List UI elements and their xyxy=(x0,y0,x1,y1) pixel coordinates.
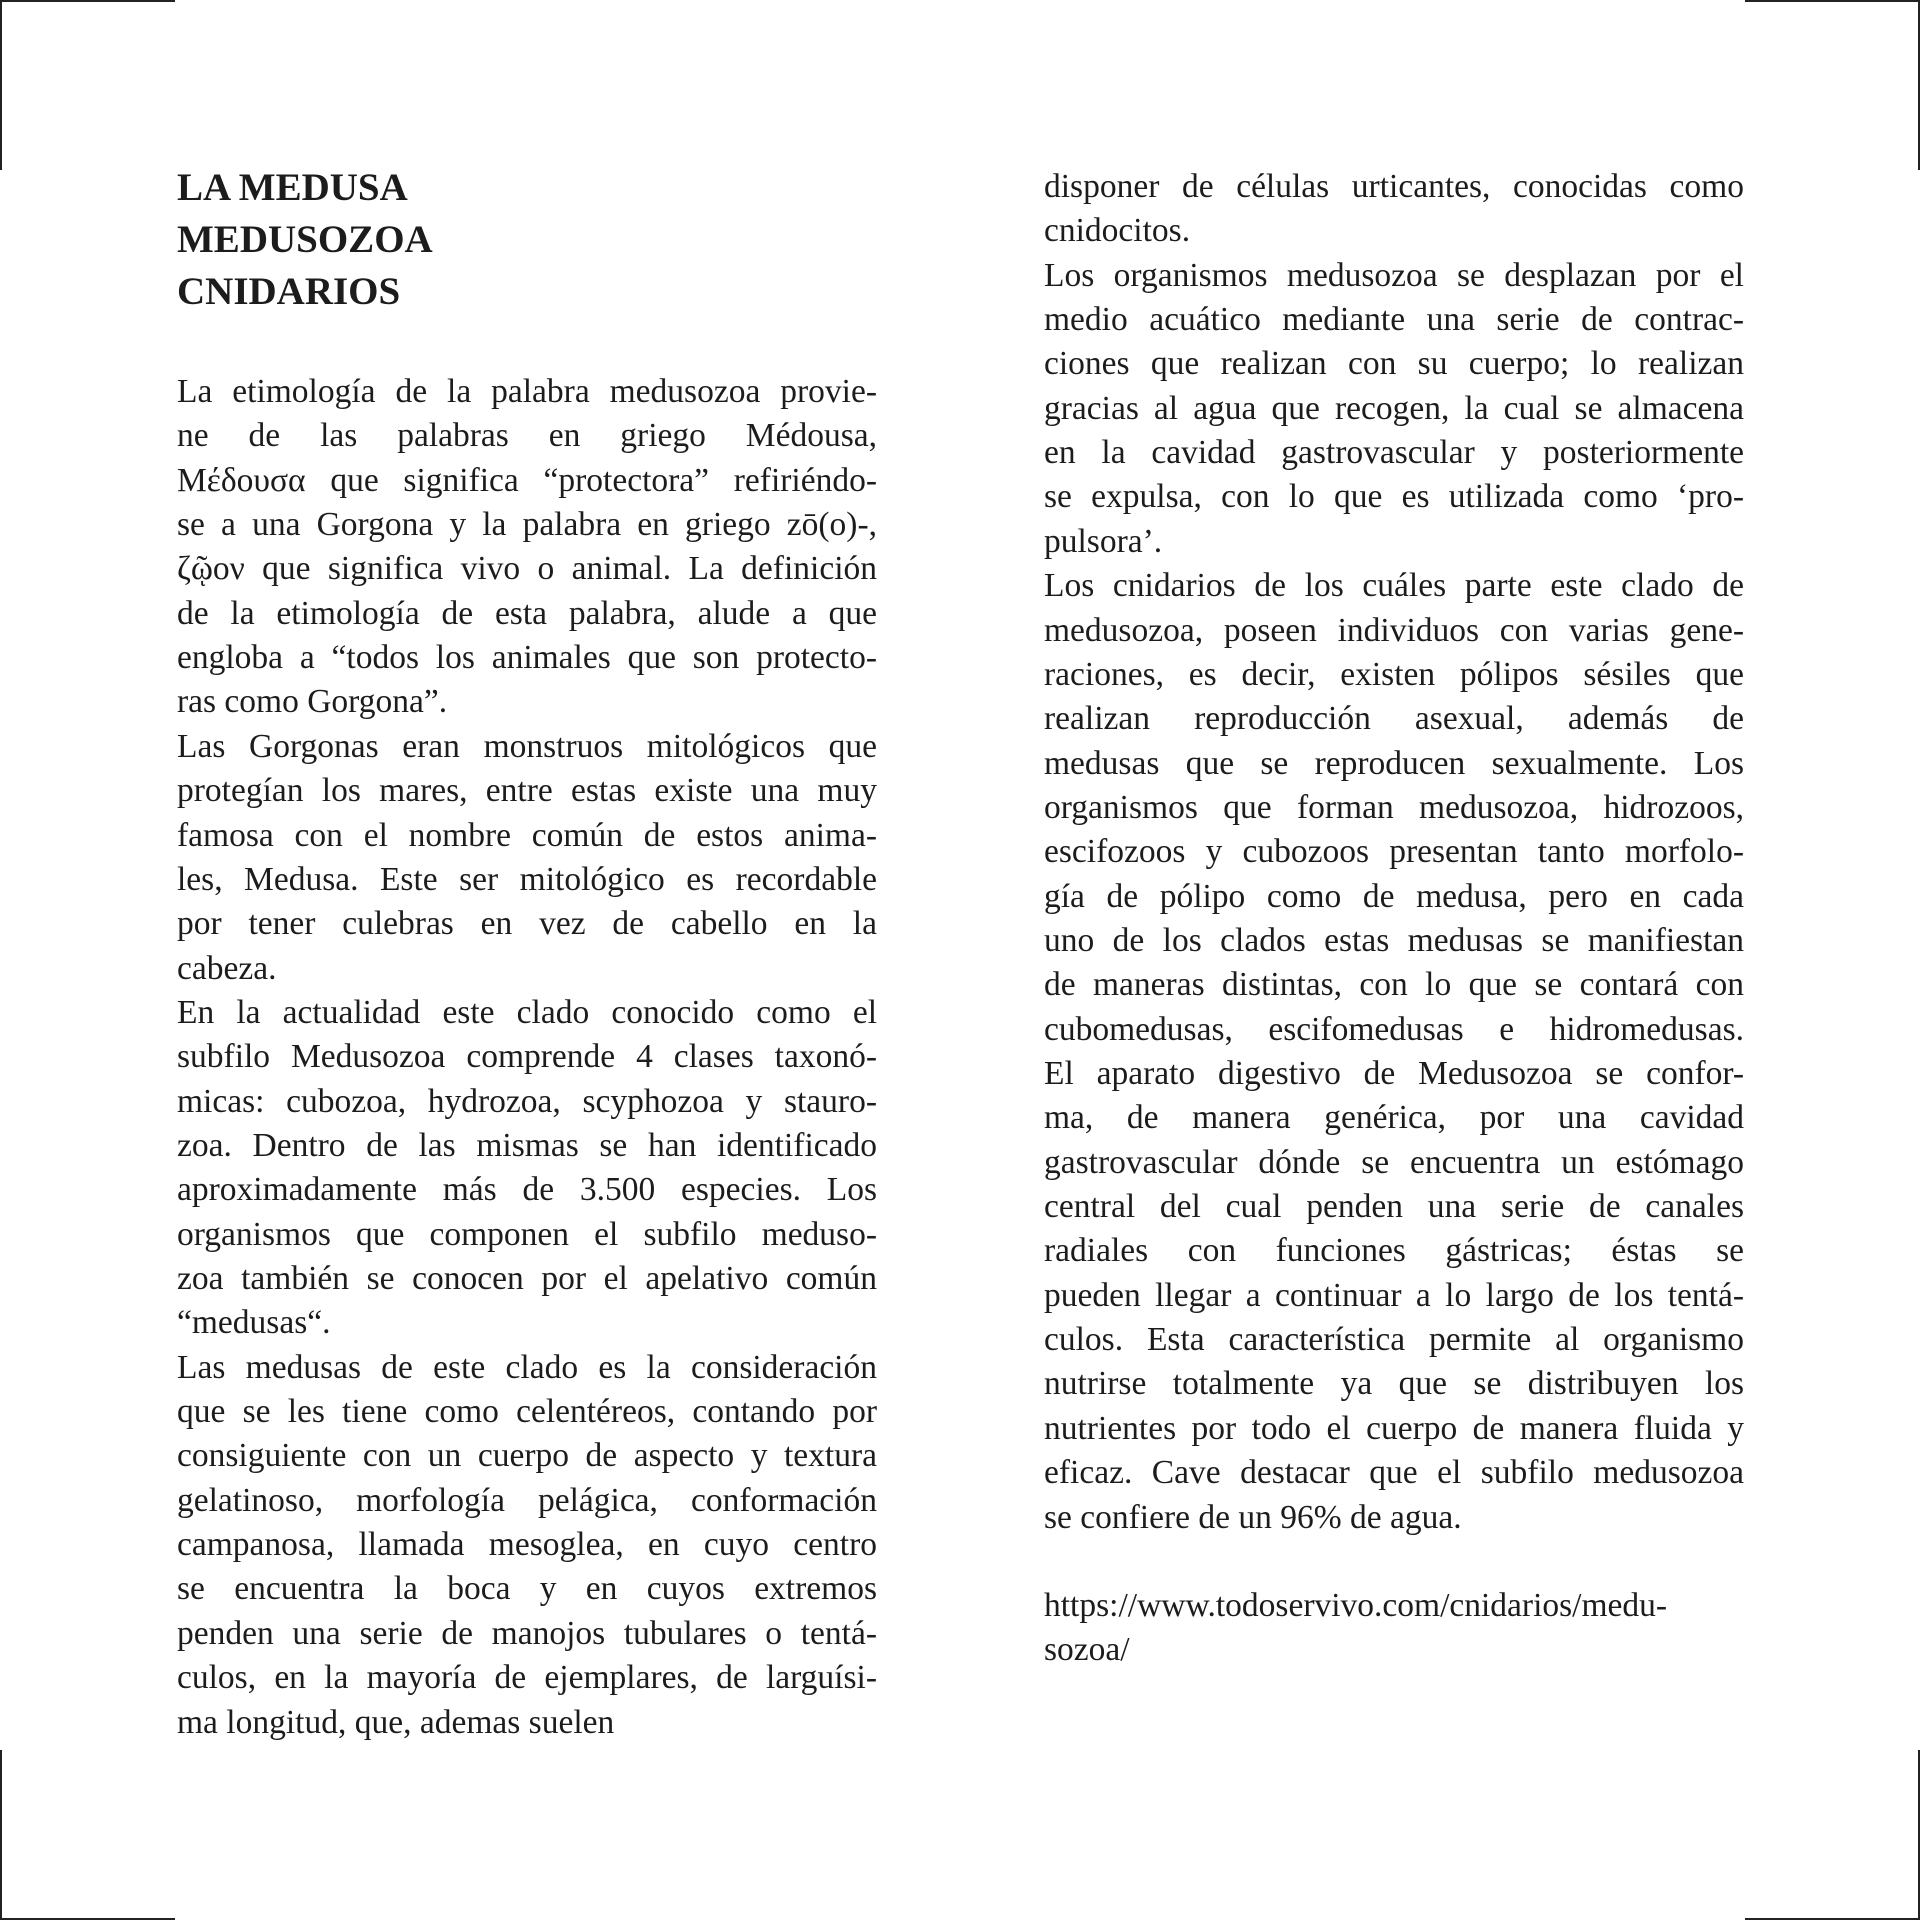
text-line: que se les tiene como celentéreos, contando por xyxy=(177,1393,877,1431)
crop-mark-top-left-vertical xyxy=(0,0,2,170)
text-line: nutrirse totalmente ya que se distribuyen los xyxy=(1044,1365,1744,1403)
text-line: organismos que forman medusozoa, hidrozoos, xyxy=(1044,788,1744,826)
text-line: ne de las palabras en griego Médousa, xyxy=(177,417,877,455)
text-line: “medusas“. xyxy=(177,1304,331,1342)
title-line: MEDUSOZOA xyxy=(177,218,433,261)
text-line: En la actualidad este clado conocido como el xyxy=(177,993,877,1031)
text-line: se expulsa, con lo que es utilizada como ‘pro- xyxy=(1044,478,1744,516)
text-line: central del cual penden una serie de canales xyxy=(1044,1188,1744,1226)
text-line: uno de los clados estas medusas se manifiestan xyxy=(1044,921,1744,959)
text-line: Las Gorgonas eran monstruos mitológicos que xyxy=(177,727,877,765)
crop-mark-bottom-left-vertical xyxy=(0,1750,2,1920)
text-line: zoa también se conocen por el apelativo común xyxy=(177,1260,877,1297)
title-line: LA MEDUSA xyxy=(177,166,408,209)
text-line: organismos que componen el subfilo meduso- xyxy=(177,1215,877,1253)
text-line: aproximadamente más de 3.500 especies. Los xyxy=(177,1171,877,1209)
text-line: gía de pólipo como de medusa, pero en cada xyxy=(1044,877,1744,915)
text-line: medusas que se reproducen sexualmente. Los xyxy=(1044,744,1744,782)
crop-mark-top-left-horizontal xyxy=(0,0,175,2)
text-line: cabeza. xyxy=(177,949,277,987)
text-line: se confiere de un 96% de agua. xyxy=(1044,1498,1462,1536)
text-line: Las medusas de este clado es la consideración xyxy=(177,1348,877,1386)
text-line: se a una Gorgona y la palabra en griego zō(o)-, xyxy=(177,506,877,544)
title-line: CNIDARIOS xyxy=(177,270,401,313)
text-line: famosa con el nombre común de estos anima- xyxy=(177,816,877,854)
text-line: cubomedusas, escifomedusas e hidromedusas. xyxy=(1044,1010,1744,1048)
text-line: realizan reproducción asexual, además de xyxy=(1044,700,1744,738)
text-line: pulsora’. xyxy=(1044,522,1163,560)
text-line: protegían los mares, entre estas existe una muy xyxy=(177,772,877,810)
text-line: culos, en la mayoría de ejemplares, de larguísi- xyxy=(177,1659,877,1697)
text-line: campanosa, llamada mesoglea, en cuyo centro xyxy=(177,1526,877,1564)
text-line: gracias al agua que recogen, la cual se almacena xyxy=(1044,389,1744,427)
text-line: ma, de manera genérica, por una cavidad xyxy=(1044,1099,1744,1137)
text-line: ciones que realizan con su cuerpo; lo realizan xyxy=(1044,345,1744,383)
text-line: eficaz. Cave destacar que el subfilo medusozoa xyxy=(1044,1454,1744,1492)
text-line: ma longitud, que, ademas suelen xyxy=(177,1703,615,1741)
text-line: micas: cubozoa, hydrozoa, scyphozoa y stauro- xyxy=(177,1082,877,1120)
text-line: en la cavidad gastrovascular y posteriormente xyxy=(1044,434,1744,472)
text-line: penden una serie de manojos tubulares o tentá- xyxy=(177,1614,877,1652)
text-line: ras como Gorgona”. xyxy=(177,683,448,721)
text-line: ζῷον que significa vivo o animal. La definición xyxy=(177,550,877,588)
text-line: medusozoa, poseen individuos con varias gene- xyxy=(1044,611,1744,649)
text-line: Los cnidarios de los cuáles parte este clado de xyxy=(1044,567,1744,605)
text-line: pueden llegar a continuar a lo largo de los tentá- xyxy=(1044,1276,1744,1314)
text-line: https://www.todoservivo.com/cnidarios/medu- xyxy=(1044,1587,1668,1624)
text-line: subfilo Medusozoa comprende 4 clases taxonó- xyxy=(177,1038,877,1076)
text-line: El aparato digestivo de Medusozoa se confor- xyxy=(1044,1055,1744,1092)
text-line: cnidocitos. xyxy=(1044,212,1191,250)
text-line: les, Medusa. Este ser mitológico es recordable xyxy=(177,860,877,898)
text-line: de la etimología de esta palabra, alude a que xyxy=(177,594,877,632)
text-line: gastrovascular dónde se encuentra un estómago xyxy=(1044,1143,1744,1181)
text-line: engloba a “todos los animales que son protecto- xyxy=(177,639,877,677)
text-line: disponer de células urticantes, conocidas como xyxy=(1044,168,1744,205)
text-line: Μέδουσα que significa “protectora” refiriéndo- xyxy=(177,461,877,499)
text-line: Los organismos medusozoa se desplazan por el xyxy=(1044,256,1744,294)
text-line: gelatinoso, morfología pelágica, conformación xyxy=(177,1481,877,1519)
text-line: radiales con funciones gástricas; éstas se xyxy=(1044,1232,1744,1270)
text-line: nutrientes por todo el cuerpo de manera fluida y xyxy=(1044,1409,1744,1447)
text-line: por tener culebras en vez de cabello en la xyxy=(177,905,877,943)
text-line: culos. Esta característica permite al organismo xyxy=(1044,1321,1744,1359)
text-line: escifozoos y cubozoos presentan tanto morfolo- xyxy=(1044,833,1744,871)
text-line: raciones, es decir, existen pólipos sésiles que xyxy=(1044,655,1744,693)
text-line: consiguiente con un cuerpo de aspecto y textura xyxy=(177,1437,877,1475)
text-line: se encuentra la boca y en cuyos extremos xyxy=(177,1570,877,1608)
text-line: La etimología de la palabra medusozoa provie- xyxy=(177,373,877,410)
crop-mark-top-right-horizontal xyxy=(1745,0,1920,2)
text-line: de maneras distintas, con lo que se contará con xyxy=(1044,966,1744,1004)
text-line: sozoa/ xyxy=(1044,1631,1130,1669)
text-line: medio acuático mediante una serie de contrac- xyxy=(1044,301,1744,339)
text-line: zoa. Dentro de las mismas se han identificado xyxy=(177,1126,877,1164)
